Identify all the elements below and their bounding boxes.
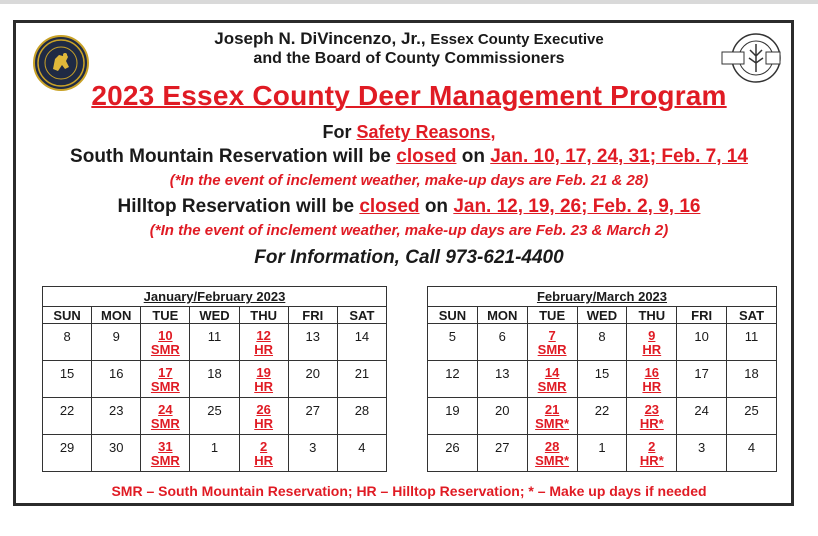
calendar-day-cell bbox=[677, 324, 727, 361]
hilltop-makeup-note: (*In the event of inclement weather, make-up days are Feb. 23 & March 2) bbox=[149, 222, 669, 239]
calendar-day-cell bbox=[239, 435, 288, 472]
day-number: 24 bbox=[694, 403, 709, 418]
closure-code: SMR bbox=[150, 379, 180, 394]
calendar-day-cell bbox=[288, 435, 337, 472]
day-number: 7 bbox=[548, 328, 556, 343]
calendar-day-cell bbox=[239, 361, 288, 398]
day-number: 11 bbox=[207, 329, 222, 344]
calendar-day-cell bbox=[190, 324, 239, 361]
south-mountain-closed: closed bbox=[396, 146, 457, 167]
day-header-sun: SUN bbox=[428, 307, 478, 324]
day-number: 20 bbox=[495, 403, 510, 418]
calendar-day-cell bbox=[141, 398, 190, 435]
calendar-day-cell bbox=[477, 398, 527, 435]
day-number: 25 bbox=[207, 403, 222, 418]
calendar-day-cell bbox=[92, 361, 141, 398]
calendar-day-cell bbox=[527, 435, 577, 472]
calendar-week-row bbox=[428, 361, 777, 398]
calendar-day-cell bbox=[428, 435, 478, 472]
day-number: 23 bbox=[108, 403, 124, 418]
day-number: 1 bbox=[598, 440, 606, 455]
calendar-day-cell bbox=[337, 324, 386, 361]
calendar-day-cell bbox=[190, 435, 239, 472]
day-number: 15 bbox=[59, 366, 75, 381]
day-header-tue: TUE bbox=[141, 307, 190, 324]
day-header-sun: SUN bbox=[43, 307, 92, 324]
closure-code: HR bbox=[642, 379, 662, 394]
calendar-day-cell bbox=[337, 361, 386, 398]
south-mountain-dates: Jan. 10, 17, 24, 31; Feb. 7, 14 bbox=[490, 146, 748, 167]
closure-code: SMR bbox=[150, 416, 180, 431]
calendar-feb-mar bbox=[427, 286, 777, 472]
safety-prefix: For bbox=[322, 122, 352, 142]
day-number: 28 bbox=[544, 439, 560, 454]
day-number: 24 bbox=[158, 402, 173, 417]
closure-code: HR bbox=[254, 342, 274, 357]
day-number: 18 bbox=[744, 366, 759, 381]
calendar-week-row bbox=[43, 324, 387, 361]
day-number: 26 bbox=[445, 440, 460, 455]
calendar-day-header bbox=[428, 307, 777, 324]
calendar-title-row bbox=[43, 287, 387, 307]
calendar-day-cell bbox=[43, 398, 92, 435]
calendar-day-cell bbox=[727, 361, 777, 398]
calendar-day-cell bbox=[527, 398, 577, 435]
closure-code: HR bbox=[642, 342, 662, 357]
day-number: 4 bbox=[358, 440, 366, 455]
day-number: 11 bbox=[744, 329, 759, 344]
calendar-day-cell bbox=[527, 361, 577, 398]
executive-name: Joseph N. DiVincenzo, Jr., bbox=[214, 29, 426, 48]
calendar-day-cell bbox=[43, 324, 92, 361]
page-title: 2023 Essex County Deer Management Program bbox=[91, 80, 727, 111]
day-number: 3 bbox=[309, 440, 317, 455]
calendar-day-cell bbox=[92, 435, 141, 472]
day-number: 8 bbox=[63, 329, 71, 344]
hilltop-line bbox=[0, 196, 818, 218]
calendar-day-cell bbox=[477, 324, 527, 361]
day-number: 22 bbox=[59, 403, 75, 418]
calendar-day-cell bbox=[288, 361, 337, 398]
executive-line bbox=[0, 29, 818, 49]
calendar-day-cell bbox=[428, 361, 478, 398]
day-header-tue: TUE bbox=[527, 307, 577, 324]
day-header-sat: SAT bbox=[337, 307, 386, 324]
calendar-day-cell bbox=[677, 361, 727, 398]
day-header-fri: FRI bbox=[288, 307, 337, 324]
hilltop-closed: closed bbox=[359, 196, 420, 217]
calendar-week-row bbox=[43, 435, 387, 472]
hilltop-dates: Jan. 12, 19, 26; Feb. 2, 9, 16 bbox=[453, 196, 701, 217]
day-number: 16 bbox=[108, 366, 124, 381]
calendar-day-cell bbox=[141, 361, 190, 398]
calendar-week-row bbox=[428, 435, 777, 472]
day-header-thu: THU bbox=[627, 307, 677, 324]
closure-code: SMR bbox=[537, 342, 567, 357]
calendar-day-cell bbox=[627, 435, 677, 472]
day-number: 19 bbox=[256, 365, 271, 380]
calendar-day-cell bbox=[577, 324, 627, 361]
info-phone-line: For Information, Call 973-621-4400 bbox=[254, 247, 564, 268]
south-mountain-makeup-note: (*In the event of inclement weather, make-up days are Feb. 21 & 28) bbox=[169, 172, 649, 189]
day-number: 9 bbox=[112, 329, 120, 344]
closure-code: SMR* bbox=[535, 453, 570, 468]
day-number: 2 bbox=[648, 439, 656, 454]
day-header-wed: WED bbox=[577, 307, 627, 324]
calendar-week-row bbox=[43, 398, 387, 435]
calendar-title-row bbox=[428, 287, 777, 307]
day-number: 6 bbox=[498, 329, 506, 344]
day-number: 9 bbox=[648, 328, 656, 343]
calendar-week-row bbox=[43, 361, 387, 398]
calendar-day-cell bbox=[727, 435, 777, 472]
day-number: 8 bbox=[598, 329, 606, 344]
day-number: 13 bbox=[305, 329, 320, 344]
day-number: 25 bbox=[744, 403, 759, 418]
calendar-week-row bbox=[428, 324, 777, 361]
calendar-jan-feb bbox=[42, 286, 387, 472]
day-number: 17 bbox=[158, 365, 173, 380]
calendar-day-cell bbox=[239, 398, 288, 435]
hilltop-on: on bbox=[424, 196, 449, 217]
closure-code: HR bbox=[254, 416, 274, 431]
calendar-day-cell bbox=[577, 398, 627, 435]
closure-code: HR bbox=[254, 453, 274, 468]
closure-code: SMR bbox=[150, 453, 180, 468]
calendar-day-cell bbox=[428, 324, 478, 361]
day-header-thu: THU bbox=[239, 307, 288, 324]
calendar-day-cell bbox=[477, 361, 527, 398]
south-mountain-lead: South Mountain Reservation will be bbox=[70, 146, 391, 167]
calendar-day-cell bbox=[337, 398, 386, 435]
day-number: 31 bbox=[158, 439, 173, 454]
top-bar bbox=[0, 0, 818, 4]
calendar-day-cell bbox=[141, 324, 190, 361]
day-header-mon: MON bbox=[477, 307, 527, 324]
calendar-day-cell bbox=[577, 361, 627, 398]
executive-title: Essex County Executive bbox=[430, 31, 604, 48]
south-mountain-on: on bbox=[461, 146, 485, 167]
calendar-day-cell bbox=[288, 398, 337, 435]
calendar-title: January/February 2023 bbox=[43, 287, 387, 307]
south-mountain-line bbox=[0, 146, 818, 168]
calendar-day-cell bbox=[43, 435, 92, 472]
closure-code: HR bbox=[254, 379, 274, 394]
safety-reason: Safety Reasons, bbox=[356, 122, 496, 142]
day-number: 18 bbox=[207, 366, 222, 381]
day-number: 28 bbox=[354, 403, 370, 418]
day-number: 19 bbox=[445, 403, 460, 418]
calendar-day-cell bbox=[337, 435, 386, 472]
day-number: 29 bbox=[59, 440, 75, 455]
day-number: 26 bbox=[256, 402, 271, 417]
closure-code: HR* bbox=[639, 453, 664, 468]
day-number: 27 bbox=[495, 440, 510, 455]
closure-code: SMR bbox=[537, 379, 567, 394]
hilltop-lead: Hilltop Reservation will be bbox=[117, 196, 355, 217]
day-number: 20 bbox=[305, 366, 320, 381]
calendar-day-cell bbox=[92, 398, 141, 435]
day-number: 17 bbox=[694, 366, 709, 381]
safety-line bbox=[0, 122, 818, 143]
calendar-day-cell bbox=[92, 324, 141, 361]
legend-line: SMR – South Mountain Reservation; HR – Hilltop Reservation; * – Make up days if needed bbox=[111, 483, 707, 499]
day-header-fri: FRI bbox=[677, 307, 727, 324]
day-number: 15 bbox=[594, 366, 610, 381]
day-number: 12 bbox=[445, 366, 460, 381]
day-number: 10 bbox=[694, 329, 709, 344]
day-number: 30 bbox=[108, 440, 124, 455]
calendar-day-header bbox=[43, 307, 387, 324]
calendar-week-row bbox=[428, 398, 777, 435]
day-header-mon: MON bbox=[92, 307, 141, 324]
day-number: 22 bbox=[594, 403, 610, 418]
day-number: 12 bbox=[256, 328, 271, 343]
day-number: 21 bbox=[544, 402, 560, 417]
day-number: 14 bbox=[544, 365, 560, 380]
day-number: 2 bbox=[260, 439, 268, 454]
calendar-day-cell bbox=[727, 398, 777, 435]
closure-code: SMR bbox=[150, 342, 180, 357]
day-number: 14 bbox=[354, 329, 370, 344]
calendar-day-cell bbox=[477, 435, 527, 472]
calendar-day-cell bbox=[627, 361, 677, 398]
closure-code: HR* bbox=[639, 416, 664, 431]
day-number: 10 bbox=[158, 328, 173, 343]
calendar-day-cell bbox=[677, 398, 727, 435]
day-number: 3 bbox=[698, 440, 706, 455]
calendar-title: February/March 2023 bbox=[428, 287, 777, 307]
calendar-day-cell bbox=[239, 324, 288, 361]
day-header-wed: WED bbox=[190, 307, 239, 324]
day-number: 13 bbox=[495, 366, 510, 381]
calendar-day-cell bbox=[627, 398, 677, 435]
day-number: 4 bbox=[747, 440, 756, 455]
day-number: 21 bbox=[354, 366, 370, 381]
calendar-day-cell bbox=[677, 435, 727, 472]
day-number: 5 bbox=[448, 329, 457, 344]
calendar-day-cell bbox=[190, 361, 239, 398]
calendar-day-cell bbox=[428, 398, 478, 435]
calendar-day-cell bbox=[190, 398, 239, 435]
day-number: 1 bbox=[210, 440, 219, 455]
calendar-day-cell bbox=[288, 324, 337, 361]
day-number: 16 bbox=[644, 365, 660, 380]
board-line: and the Board of County Commissioners bbox=[253, 50, 565, 67]
closure-code: SMR* bbox=[535, 416, 570, 431]
day-number: 23 bbox=[644, 402, 660, 417]
day-number: 27 bbox=[305, 403, 320, 418]
calendar-day-cell bbox=[627, 324, 677, 361]
day-header-sat: SAT bbox=[727, 307, 777, 324]
calendar-day-cell bbox=[577, 435, 627, 472]
calendar-day-cell bbox=[727, 324, 777, 361]
calendar-day-cell bbox=[527, 324, 577, 361]
calendar-day-cell bbox=[43, 361, 92, 398]
calendar-day-cell bbox=[141, 435, 190, 472]
